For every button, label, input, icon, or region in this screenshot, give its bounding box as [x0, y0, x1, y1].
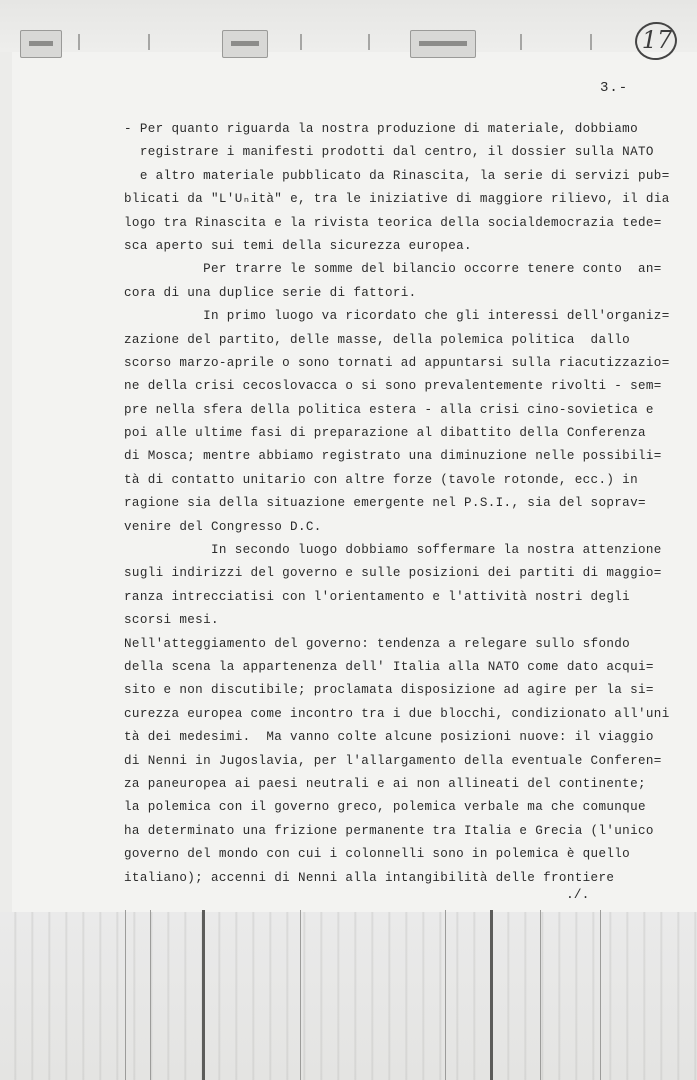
- text-line: pre nella sfera della politica estera - alla crisi cino-sovietica e: [124, 402, 654, 417]
- page-number: 3.-: [600, 80, 629, 96]
- scan-mark: [300, 34, 302, 50]
- text-line: tà di contatto unitario con altre forze (tavole rotonde, ecc.) in: [124, 472, 638, 487]
- text-line: ha determinato una frizione permanente tra Italia e Grecia (l'unico: [124, 823, 654, 838]
- scan-bottom-rule: [490, 910, 493, 1080]
- text-line: sito e non discutibile; proclamata disposizione ad agire per la si=: [124, 683, 654, 698]
- scan-bottom-rule: [300, 910, 301, 1080]
- text-line: ragione sia della situazione emergente nel P.S.I., sia del soprav=: [124, 496, 646, 511]
- page-left-edge: [0, 52, 12, 912]
- text-line: la polemica con il governo greco, polemica verbale ma che comunque: [124, 800, 646, 815]
- text-line: ne della crisi cecoslovacca o si sono prevalentemente rivolti - sem=: [124, 379, 662, 394]
- scan-mark: [590, 34, 592, 50]
- text-line: italiano); accenni di Nenni alla intangibilità delle frontiere: [124, 870, 615, 885]
- scan-mark: [368, 34, 370, 50]
- typewritten-body: [124, 118, 674, 890]
- scan-mark: [148, 34, 150, 50]
- scan-bottom-rule: [125, 910, 126, 1080]
- scan-bottom-band: [0, 912, 697, 1080]
- text-line: ranza intrecciatisi con l'orientamento e l'attività nostri degli: [124, 589, 631, 604]
- text-line: In secondo luogo dobbiamo soffermare la nostra attenzione: [124, 543, 662, 558]
- text-line: - Per quanto riguarda la nostra produzione di materiale, dobbiamo: [124, 122, 638, 136]
- text-line: della scena la appartenenza dell' Italia alla NATO come dato acqui=: [124, 659, 654, 674]
- continuation-mark: ./.: [566, 887, 590, 902]
- text-line: sugli indirizzi del governo e sulle posizioni dei partiti di maggio=: [124, 566, 662, 581]
- scan-mark: [78, 34, 80, 50]
- text-line: scorso marzo-aprile o sono tornati ad appuntarsi sulla riacutizzazio=: [124, 355, 670, 370]
- scan-top-band: [0, 0, 697, 52]
- text-line: di Nenni in Jugoslavia, per l'allargamento della eventuale Conferen=: [124, 753, 662, 768]
- scan-bottom-rule: [202, 910, 205, 1080]
- text-line: Per trarre le somme del bilancio occorre tenere conto an=: [124, 262, 662, 277]
- text-line: poi alle ultime fasi di preparazione al dibattito della Conferenza: [124, 426, 646, 441]
- text-line: cora di una duplice serie di fattori.: [124, 285, 417, 300]
- scan-bottom-rule: [540, 910, 541, 1080]
- binder-clip-left: [20, 30, 62, 58]
- text-line: e altro materiale pubblicato da Rinascita, la serie di servizi pub=: [124, 168, 670, 183]
- text-line: Nell'atteggiamento del governo: tendenza a relegare sullo sfondo: [124, 636, 631, 651]
- handwritten-folio-number: 17: [637, 22, 677, 58]
- binder-clip-right: [410, 30, 476, 58]
- text-line: scorsi mesi.: [124, 613, 219, 628]
- text-line: logo tra Rinascita e la rivista teorica della socialdemocrazia tede=: [124, 215, 662, 230]
- scan-bottom-rule: [600, 910, 601, 1080]
- text-line: zazione del partito, delle masse, della polemica politica dallo: [124, 332, 631, 347]
- text-line: tà dei medesimi. Ma vanno colte alcune posizioni nuove: il viaggio: [124, 730, 654, 745]
- text-line: venire del Congresso D.C.: [124, 519, 322, 534]
- text-line: za paneuropea ai paesi neutrali e ai non allineati del continente;: [124, 776, 646, 791]
- text-line: In primo luogo va ricordato che gli interessi dell'organiz=: [124, 309, 670, 324]
- binder-clip-middle: [222, 30, 268, 58]
- text-line: curezza europea come incontro tra i due blocchi, condizionato all'uni: [124, 706, 670, 721]
- scan-mark: [520, 34, 522, 50]
- text-line: sca aperto sui temi della sicurezza europea.: [124, 238, 472, 253]
- text-line: registrare i manifesti prodotti dal centro, il dossier sulla NATO: [124, 145, 654, 160]
- text-line: di Mosca; mentre abbiamo registrato una diminuzione nelle possibili=: [124, 449, 662, 464]
- text-line: blicati da "L'Uₙità" e, tra le iniziative di maggiore rilievo, il dia: [124, 192, 670, 207]
- scan-bottom-rule: [445, 910, 446, 1080]
- scan-bottom-rule: [150, 910, 151, 1080]
- text-line: governo del mondo con cui i colonnelli sono in polemica è quello: [124, 847, 631, 862]
